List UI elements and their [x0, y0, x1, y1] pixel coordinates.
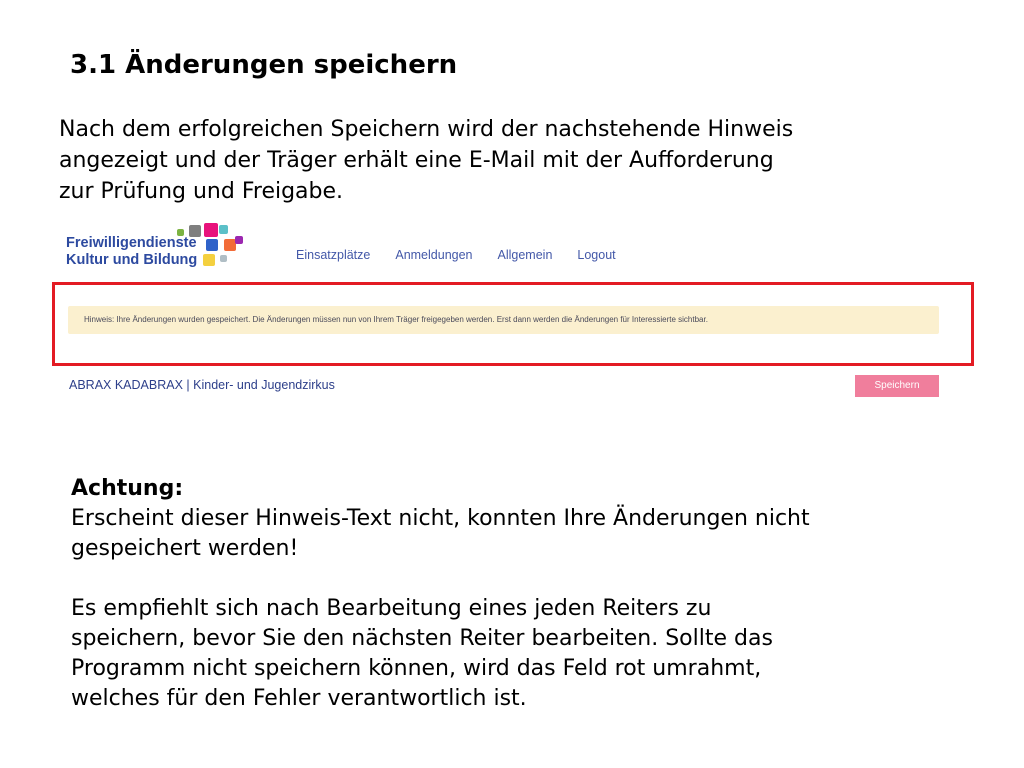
logo-square	[203, 254, 215, 266]
logo-square	[219, 225, 228, 234]
nav-link-anmeldungen[interactable]: Anmeldungen	[395, 248, 473, 262]
nav-link-einsatzplaetze[interactable]: Einsatzplätze	[296, 248, 371, 262]
advice-line: speichern, bevor Sie den nächsten Reiter bearbeiten. Sollte das	[71, 626, 773, 651]
intro-line: angezeigt und der Träger erhält eine E-Mail mit der Aufforderung	[59, 148, 774, 173]
logo-line: Freiwilligendienste	[66, 235, 197, 251]
advice-line: Es empfiehlt sich nach Bearbeitung eines jeden Reiters zu	[71, 596, 712, 621]
warning-line: gespeichert werden!	[71, 536, 299, 561]
site-logo[interactable]	[66, 220, 266, 270]
advice-line: welches für den Fehler verantwortlich ist.	[71, 686, 527, 711]
paragraph-spacer	[71, 564, 971, 594]
logo-square	[235, 236, 243, 244]
logo-square	[204, 223, 218, 237]
warning-section	[71, 474, 971, 714]
intro-line: Nach dem erfolgreichen Speichern wird der nachstehende Hinweis	[59, 117, 794, 142]
logo-square	[206, 239, 218, 251]
org-name: ABRAX KADABRAX | Kinder- und Jugendzirkus	[69, 378, 335, 392]
nav-link-logout[interactable]: Logout	[577, 248, 616, 262]
logo-square	[220, 255, 227, 262]
warning-title: Achtung:	[71, 476, 184, 501]
site-nav	[296, 248, 616, 262]
intro-text	[59, 114, 959, 207]
slide-title: 3.1 Änderungen speichern	[70, 50, 458, 80]
intro-line: zur Prüfung und Freigabe.	[59, 179, 344, 204]
save-notice: Hinweis: Ihre Änderungen wurden gespeichert. Die Änderungen müssen nun von Ihrem Träger freigegeben werden. Erst dann werden die Änderungen für Interessierte sichtbar.	[68, 306, 939, 334]
save-button[interactable]: Speichern	[855, 375, 939, 397]
advice-line: Programm nicht speichern können, wird das Feld rot umrahmt,	[71, 656, 762, 681]
logo-text	[66, 235, 197, 269]
logo-line: Kultur und Bildung	[66, 252, 198, 268]
warning-line: Erscheint dieser Hinweis-Text nicht, konnten Ihre Änderungen nicht	[71, 506, 810, 531]
nav-link-allgemein[interactable]: Allgemein	[497, 248, 553, 262]
